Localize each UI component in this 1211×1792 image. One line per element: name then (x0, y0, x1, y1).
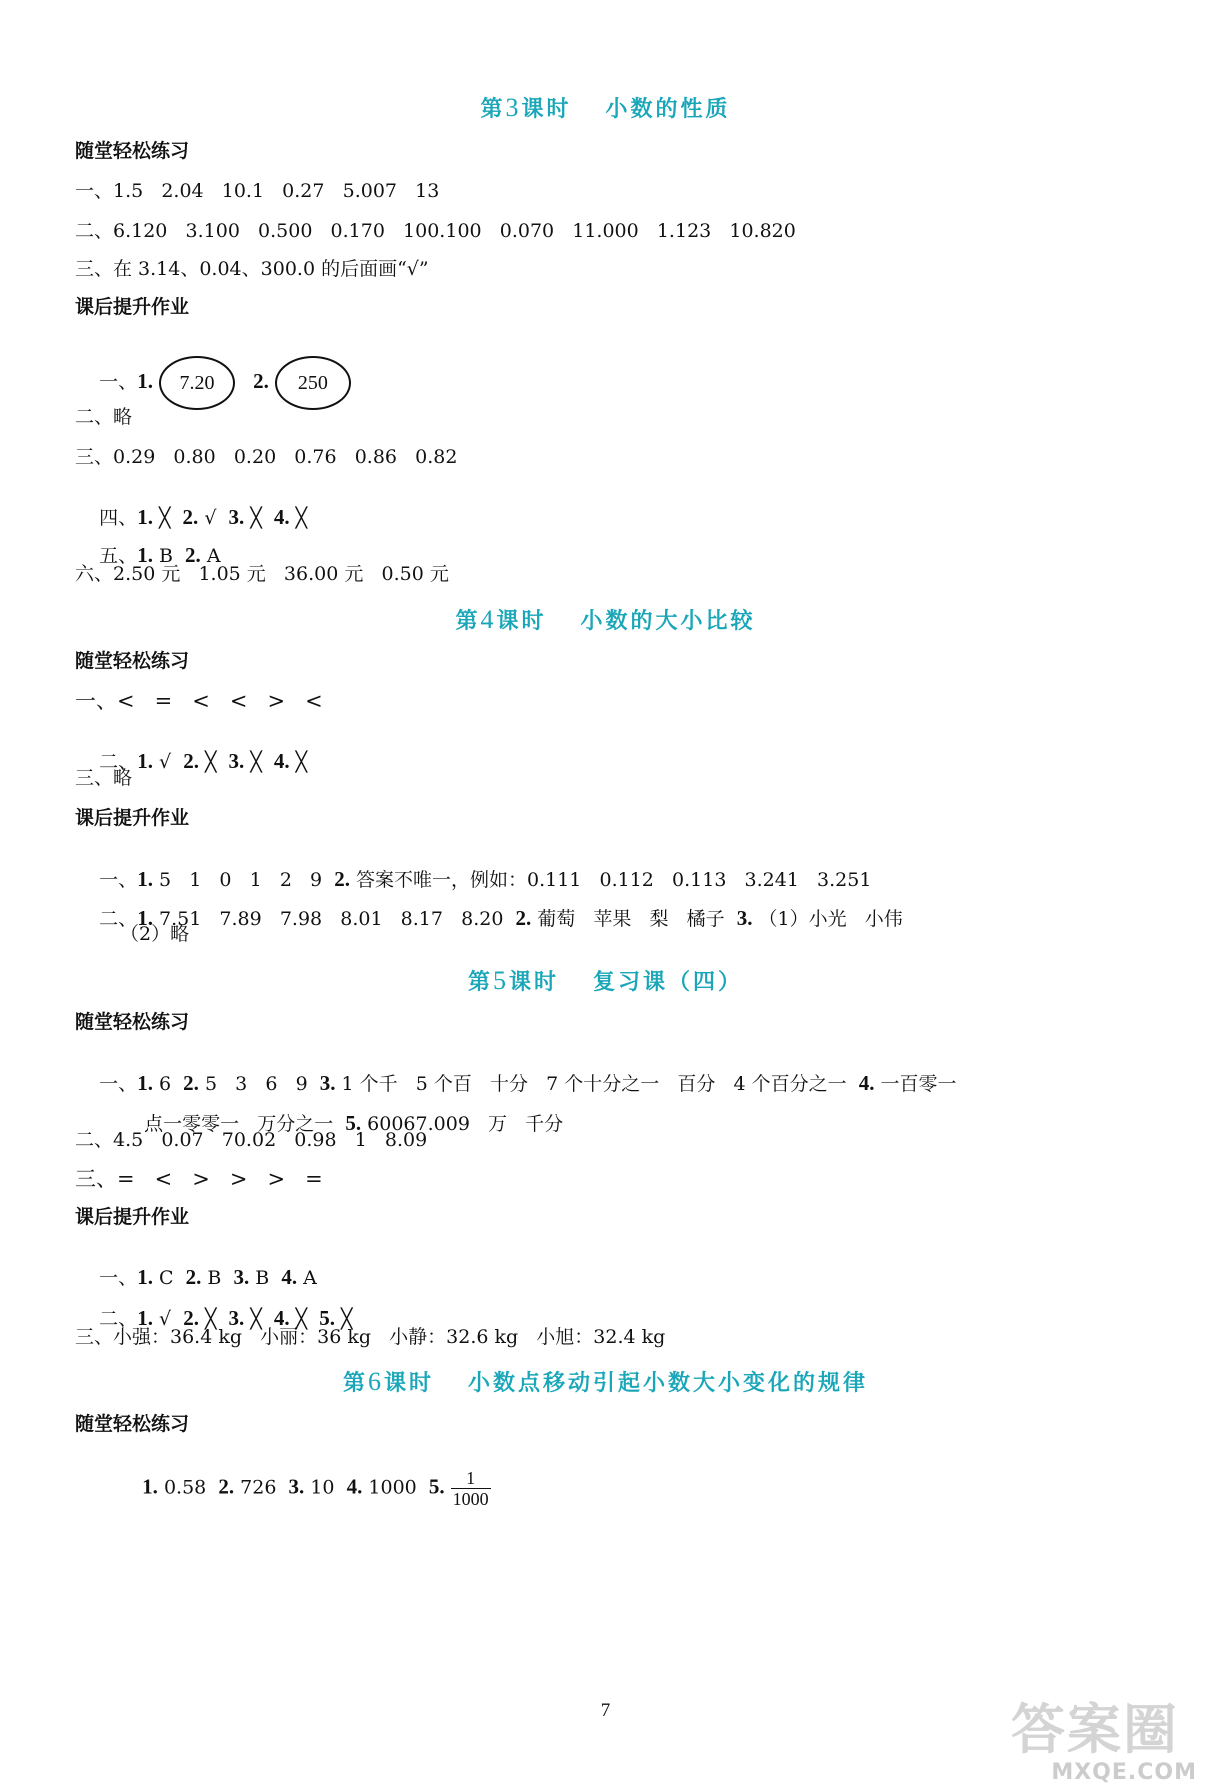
answer-line: 三、= < > > > = (75, 1167, 323, 1191)
circled-answer: 250 (275, 356, 351, 410)
homework-heading: 课后提升作业 (75, 1206, 190, 1228)
answer-line: 一、< = < < > < (75, 689, 323, 713)
practice-heading: 随堂轻松练习 (75, 1011, 190, 1033)
circled-answer: 7.20 (159, 356, 235, 410)
practice-heading: 随堂轻松练习 (75, 650, 190, 672)
answer-line: 四、1. ╳ 2. √ 3. ╳ 4. ╳ (99, 505, 308, 529)
fraction: $\frac{1}{1000}$ (452, 1468, 489, 1509)
answer-line-with-fraction: 1. 0.58 2. 726 3. 10 4. 1000 5. $\frac{1}{1000}$ (142, 1468, 489, 1509)
lesson-4-title: 第4课时 小数的大小比较 (455, 605, 756, 634)
answer-line: 二、4.5 0.07 70.02 0.98 1 8.09 (75, 1129, 428, 1151)
homework-heading: 课后提升作业 (75, 296, 190, 318)
answer-line: 五、1. B 2. A (99, 543, 221, 567)
lesson-6-title: 第6课时 小数点移动引起小数大小变化的规律 (342, 1367, 869, 1396)
answer-line: 三、略 (75, 767, 133, 789)
answer-line: 三、在 3.14、0.04、300.0 的后面画“√” (75, 258, 429, 280)
answer-line: 二、略 (75, 406, 133, 428)
answer-line: 六、2.50 元 1.05 元 36.00 元 0.50 元 (75, 563, 449, 585)
answer-line: 一、1. 5 1 0 1 2 9 2. 答案不唯一，例如：0.111 0.112 0.113 3.241 3.251 (99, 867, 872, 891)
answer-line: 二、6.120 3.100 0.500 0.170 100.100 0.070 11.000 1.123 10.820 (75, 220, 796, 242)
answer-line-continued: 点一零零一 万分之一 5. 60067.009 万 千分 (144, 1111, 564, 1135)
answer-line-continued: （2）略 (120, 923, 190, 945)
answer-line-circled: 一、1. 7.20 2. 250 (75, 334, 351, 432)
practice-heading: 随堂轻松练习 (75, 1413, 190, 1435)
answer-line: 一、1. 6 2. 5 3 6 9 3. 1 个千 5 个百 十分 7 个十分之一 百分 4 个百分之一 4. 一百零一 (99, 1071, 957, 1095)
answer-line: 三、0.29 0.80 0.20 0.76 0.86 0.82 (75, 446, 458, 468)
answer-line: 二、1. 7.51 7.89 7.98 8.01 8.17 8.20 2. 葡萄 苹果 梨 橘子 3. （1）小光 小伟 (99, 906, 903, 930)
watermark-logo: 答案圈 MXQE.COM (1011, 1698, 1197, 1785)
answer-line: 一、1.5 2.04 10.1 0.27 5.007 13 (75, 180, 440, 202)
answer-line: 三、小强：36.4 kg 小丽：36 kg 小静：32.6 kg 小旭：32.4 kg (75, 1326, 666, 1348)
answer-line: 二、1. √ 2. ╳ 3. ╳ 4. ╳ (99, 749, 308, 773)
page-number: 7 (600, 1700, 611, 1721)
practice-heading: 随堂轻松练习 (75, 140, 190, 162)
answer-line: 二、1. √ 2. ╳ 3. ╳ 4. ╳ 5. ╳ (99, 1306, 353, 1330)
lesson-3-title: 第3课时 小数的性质 (480, 93, 731, 122)
lesson-5-title: 第5课时 复习课（四） (467, 966, 744, 995)
homework-heading: 课后提升作业 (75, 807, 190, 829)
answer-line: 一、1. C 2. B 3. B 4. A (99, 1265, 317, 1289)
